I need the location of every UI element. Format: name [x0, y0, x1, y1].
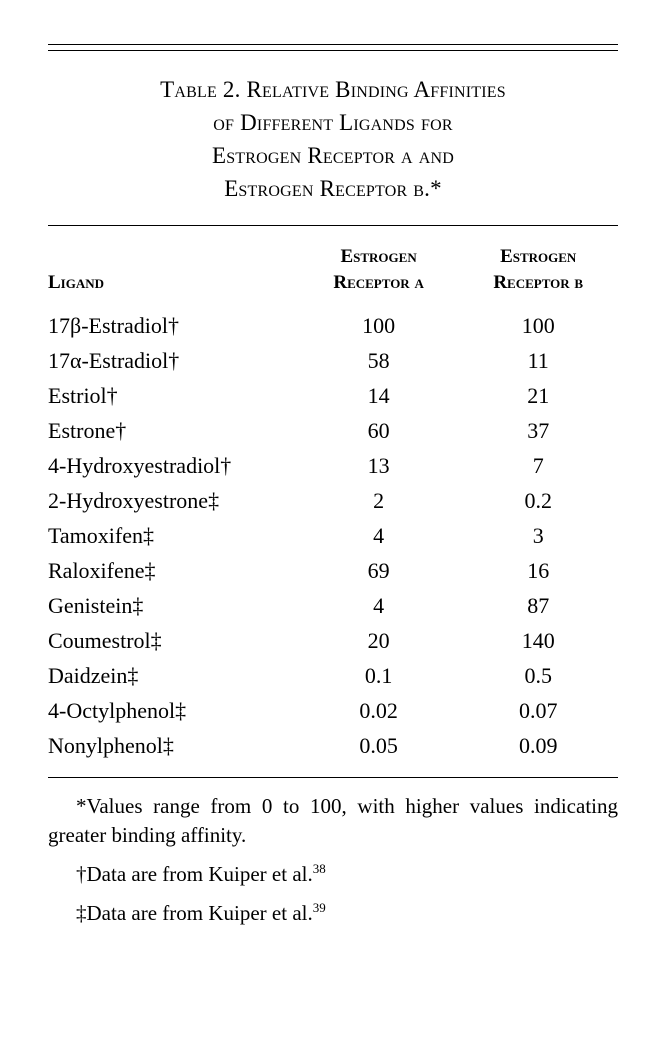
column-header-erb-line-1: Estrogen: [500, 246, 577, 267]
footnote-asterisk-text: *Values range from 0 to 100, with higher values indicating greater binding affinity.: [48, 794, 618, 847]
top-rule-outer: [48, 44, 618, 45]
cell-ligand: Tamoxifen‡: [48, 523, 154, 548]
footnote-double-dagger-ref: 39: [312, 900, 326, 915]
table-title-line-4: Estrogen Receptor β.*: [224, 176, 442, 201]
cell-era: 0.05: [359, 733, 398, 758]
cell-era: 2: [373, 488, 385, 513]
table-title-line-1: Table 2. Relative Binding Affinities: [160, 77, 506, 102]
table-footnotes: [48, 792, 618, 928]
cell-ligand: 17β-Estradiol†: [48, 313, 179, 338]
bottom-rule: [48, 777, 618, 778]
footnote-asterisk: [48, 792, 618, 850]
table-title: [48, 73, 618, 205]
cell-erb: 16: [527, 558, 550, 583]
table-row: [48, 483, 618, 518]
column-header-estrogen-receptor-beta: [458, 244, 618, 300]
column-header-ligand: Ligand: [48, 272, 105, 293]
cell-ligand: Raloxifene‡: [48, 558, 156, 583]
footnote-dagger-text: †Data are from Kuiper et al.: [76, 862, 313, 886]
cell-erb: 7: [532, 453, 544, 478]
column-header-era-line-1: Estrogen: [340, 246, 417, 267]
table-row: [48, 343, 618, 378]
cell-ligand: 2-Hydroxyestrone‡: [48, 488, 220, 513]
column-header-era-line-2: Receptor α: [333, 272, 424, 293]
table-header-row: [48, 244, 618, 300]
cell-era: 20: [367, 628, 390, 653]
header-rule: [48, 225, 618, 226]
cell-ligand: 17α-Estradiol†: [48, 348, 180, 373]
table-row: [48, 518, 618, 553]
cell-erb: 21: [527, 383, 550, 408]
cell-era: 58: [367, 348, 390, 373]
cell-erb: 100: [521, 313, 555, 338]
cell-ligand: 4-Octylphenol‡: [48, 698, 187, 723]
binding-affinity-table: [48, 244, 618, 763]
table-row: [48, 413, 618, 448]
cell-ligand: 4-Hydroxyestradiol†: [48, 453, 232, 478]
cell-era: 13: [367, 453, 390, 478]
cell-erb: 37: [527, 418, 550, 443]
cell-erb: 3: [532, 523, 544, 548]
table-row: [48, 553, 618, 588]
cell-ligand: Nonylphenol‡: [48, 733, 174, 758]
cell-ligand: Coumestrol‡: [48, 628, 162, 653]
column-header-estrogen-receptor-alpha: [299, 244, 459, 300]
cell-ligand: Genistein‡: [48, 593, 144, 618]
cell-erb: 0.2: [524, 488, 552, 513]
cell-era: 69: [367, 558, 390, 583]
column-header-erb-line-2: Receptor β: [493, 272, 584, 293]
table-body: [48, 300, 618, 763]
table-page: [0, 44, 666, 1048]
footnote-dagger-ref: 38: [312, 861, 326, 876]
table-row: [48, 448, 618, 483]
cell-ligand: Estriol†: [48, 383, 118, 408]
table-row: [48, 378, 618, 413]
cell-era: 4: [373, 593, 385, 618]
cell-erb: 0.07: [518, 698, 558, 723]
cell-erb: 0.09: [518, 733, 558, 758]
cell-era: 14: [367, 383, 390, 408]
cell-erb: 0.5: [524, 663, 552, 688]
table-title-line-2: of Different Ligands for: [213, 110, 453, 135]
cell-era: 0.1: [364, 663, 393, 688]
top-rule-inner: [48, 50, 618, 51]
table-title-line-3: Estrogen Receptor α and: [211, 143, 455, 168]
cell-era: 60: [367, 418, 390, 443]
table-row: [48, 658, 618, 693]
cell-erb: 140: [521, 628, 555, 653]
footnote-double-dagger: [48, 899, 618, 928]
footnote-double-dagger-text: ‡Data are from Kuiper et al.: [76, 901, 313, 925]
table-row: [48, 623, 618, 658]
table-row: [48, 300, 618, 343]
footnote-dagger: [48, 860, 618, 889]
cell-era: 4: [373, 523, 385, 548]
cell-era: 0.02: [359, 698, 398, 723]
cell-erb: 87: [527, 593, 550, 618]
cell-ligand: Estrone†: [48, 418, 127, 443]
cell-erb: 11: [527, 348, 549, 373]
cell-ligand: Daidzein‡: [48, 663, 139, 688]
table-head: [48, 244, 618, 300]
cell-era: 100: [362, 313, 396, 338]
table-row: [48, 728, 618, 763]
table-row: [48, 588, 618, 623]
table-row: [48, 693, 618, 728]
